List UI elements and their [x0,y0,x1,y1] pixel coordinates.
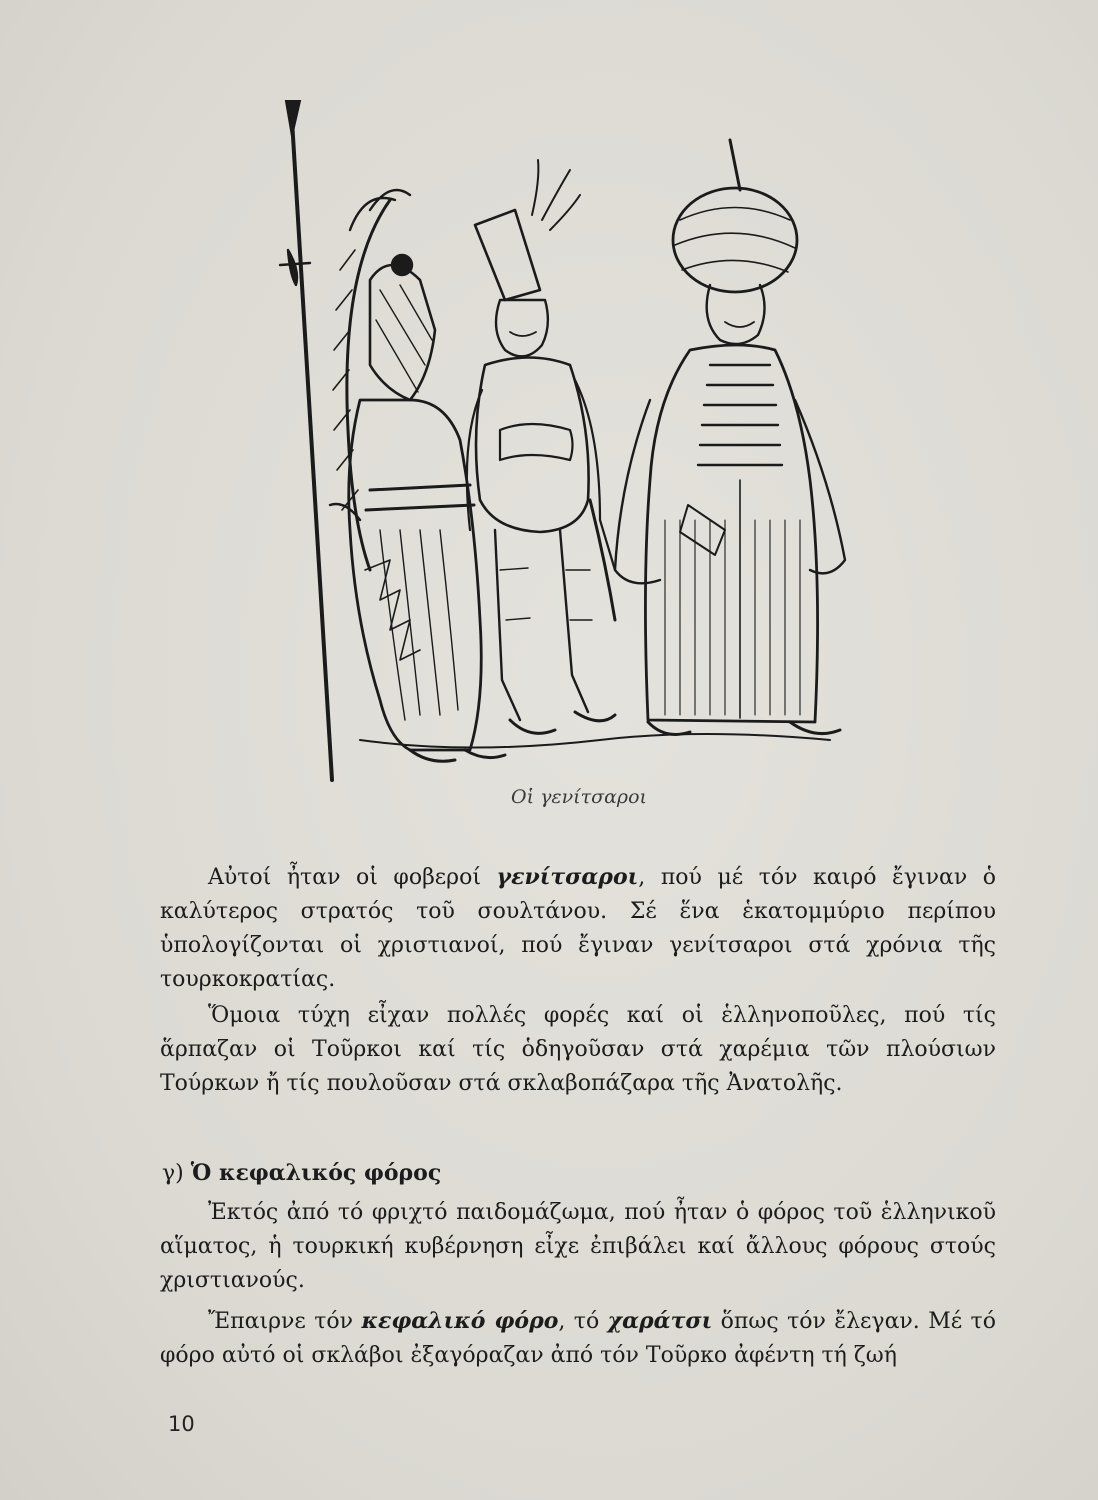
paragraphs-bottom [160,1196,996,1373]
janissaries-illustration [270,100,870,790]
spear-figure-part [280,100,332,780]
janissary-middle [467,160,615,733]
paragraph-taxes [160,1196,996,1298]
janissary-left [330,190,505,761]
paragraph-girls [160,999,996,1101]
text-run: , τό [558,1309,608,1334]
text-run: Ὅμοια τύχη εἶχαν πολλές φορές καί οἱ ἑλληνοποῦλες, πού τίς ἅρπαζαν οἱ Τοῦρκοι καί τίς ὁδηγοῦσαν στά χαρέμια τῶν πλούσιων Τούρκων ἤ τίς πουλοῦσαν στά σκλαβοπάζαρα τῆς Ἀνατολῆς. [160,1003,996,1096]
text-run: , πού μέ τόν καιρό ἔγιναν ὁ καλύτερος στρατός τοῦ σουλτάνου. Σέ ἕνα ἑκατομμύριο περίπου ὑπολογίζονται οἱ χριστιανοί, πού ἔγιναν γενίτσαροι στά χρόνια τῆς τουρκοκρατίας. [160,865,996,992]
section-heading [162,1160,441,1186]
text-run: Αὐτοί ἦταν οἱ φοβεροί [208,865,497,890]
text-run: Ἔπαιρνε τόν [208,1309,362,1334]
section-marker: γ) [162,1161,184,1186]
section-title: Ὁ κεφαλικός φόρος [190,1160,442,1186]
emphasis-haratsi: χαράτσι [607,1308,713,1334]
emphasis-head-tax: κεφαλικό φόρο [361,1308,559,1334]
figure-caption: Οἱ γενίτσαροι [511,786,647,808]
paragraph-haratsi [160,1304,996,1373]
emphasis-janissaries: γενίτσαροι [496,864,639,890]
paragraphs-top [160,860,996,1101]
text-run: Ἐκτός ἀπό τό φριχτό παιδομάζωμα, πού ἦταν ὁ φόρος τοῦ ἑλληνικοῦ αἵματος, ἡ τουρκική κυβέρνηση εἶχε ἐπιβάλει καί ἄλλους φόρους στούς χριστιανούς. [160,1200,996,1293]
paragraph-janissaries [160,860,996,997]
janissary-right [615,140,845,734]
text-run: ὅπως τόν ἔλεγαν. Μέ τό φόρο αὐτό οἱ σκλάβοι ἐξαγόραζαν ἀπό τόν Τοῦρκο ἀφέντη τή ζωή [160,1309,996,1368]
page-number: 10 [168,1412,195,1436]
